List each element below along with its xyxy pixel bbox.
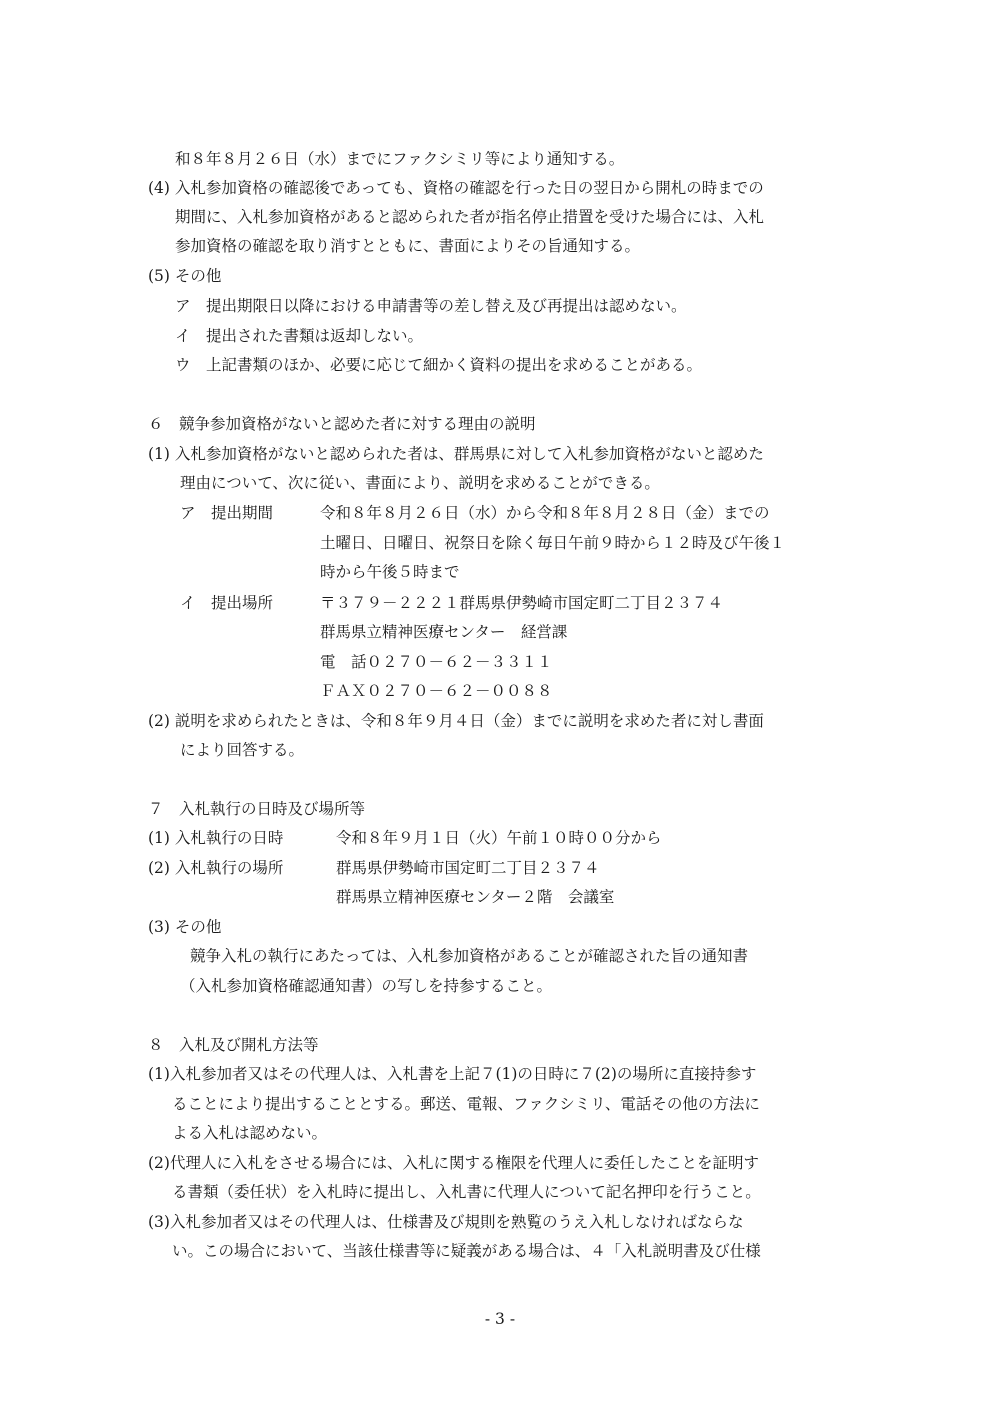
text-line: ＦＡＸ０２７０－６２－００８８ xyxy=(320,682,553,700)
section-heading: ６ 競争参加資格がないと認めた者に対する理由の説明 xyxy=(148,415,536,433)
text-line: （入札参加資格確認通知書）の写しを持参すること。 xyxy=(180,977,553,995)
text-line: 理由について、次に従い、書面により、説明を求めることができる。 xyxy=(180,474,660,492)
field-label: イ 提出場所 xyxy=(180,594,274,612)
text-line: (4) 入札参加資格の確認後であっても、資格の確認を行った日の翌日から開札の時までの xyxy=(148,179,764,197)
text-line: 期間に、入札参加資格があると認められた者が指名停止措置を受けた場合には、入札 xyxy=(175,208,765,226)
text-line: (3) その他 xyxy=(148,918,222,936)
text-line: 時から午後５時まで xyxy=(320,563,460,581)
text-line: 競争入札の執行にあたっては、入札参加資格があることが確認された旨の通知書 xyxy=(190,947,749,965)
text-line: 令和８年９月１日（火）午前１０時００分から xyxy=(336,829,662,847)
field-label: (1) 入札執行の日時 xyxy=(148,829,284,847)
text-line: (1) 入札参加資格がないと認められた者は、群馬県に対して入札参加資格がないと認めた xyxy=(148,445,764,463)
text-line: ることにより提出することとする。郵送、電報、ファクシミリ、電話その他の方法に xyxy=(172,1095,760,1113)
text-line: ウ 上記書類のほか、必要に応じて細かく資料の提出を求めることがある。 xyxy=(175,356,703,374)
text-line: (3)入札参加者又はその代理人は、仕様書及び規則を熟覧のうえ入札しなければならな xyxy=(148,1213,744,1231)
text-line: 土曜日、日曜日、祝祭日を除く毎日午前９時から１２時及び午後１ xyxy=(320,534,786,552)
text-line: (2)代理人に入札をさせる場合には、入札に関する権限を代理人に委任したことを証明す xyxy=(148,1154,759,1172)
text-line: 参加資格の確認を取り消すとともに、書面によりその旨通知する。 xyxy=(175,237,641,255)
section-heading: ７ 入札執行の日時及び場所等 xyxy=(148,800,366,818)
text-line: る書類（委任状）を入札時に提出し、入札書に代理人について記名押印を行うこと。 xyxy=(172,1183,761,1201)
text-line: ア 提出期限日以降における申請書等の差し替え及び再提出は認めない。 xyxy=(175,297,687,315)
section-heading: ８ 入札及び開札方法等 xyxy=(148,1036,319,1054)
field-label: (2) 入札執行の場所 xyxy=(148,859,284,877)
text-line: (5) その他 xyxy=(148,267,222,285)
text-line: (2) 説明を求められたときは、令和８年９月４日（金）までに説明を求めた者に対し書面 xyxy=(148,712,764,730)
text-line: 群馬県立精神医療センター２階 会議室 xyxy=(336,888,615,906)
text-line: 〒３７９－２２２１群馬県伊勢崎市国定町二丁目２３７４ xyxy=(320,594,724,612)
text-line: よる入札は認めない。 xyxy=(172,1124,328,1142)
text-line: い。この場合において、当該仕様書等に疑義がある場合は、４「入札説明書及び仕様 xyxy=(172,1242,761,1260)
text-line: 電 話０２７０－６２－３３１１ xyxy=(320,653,553,671)
text-line: イ 提出された書類は返却しない。 xyxy=(175,327,424,345)
text-line: 和８年８月２６日（水）までにファクシミリ等により通知する。 xyxy=(175,150,625,168)
page-number: - 3 - xyxy=(484,1310,516,1328)
text-line: 群馬県伊勢崎市国定町二丁目２３７４ xyxy=(336,859,600,877)
text-line: により回答する。 xyxy=(180,741,305,759)
field-label: ア 提出期間 xyxy=(180,504,274,522)
text-line: 令和８年８月２６日（水）から令和８年８月２８日（金）までの xyxy=(320,504,770,522)
text-line: (1)入札参加者又はその代理人は、入札書を上記７(1)の日時に７(2)の場所に直接持参す xyxy=(148,1065,757,1083)
text-line: 群馬県立精神医療センター 経営課 xyxy=(320,623,568,641)
